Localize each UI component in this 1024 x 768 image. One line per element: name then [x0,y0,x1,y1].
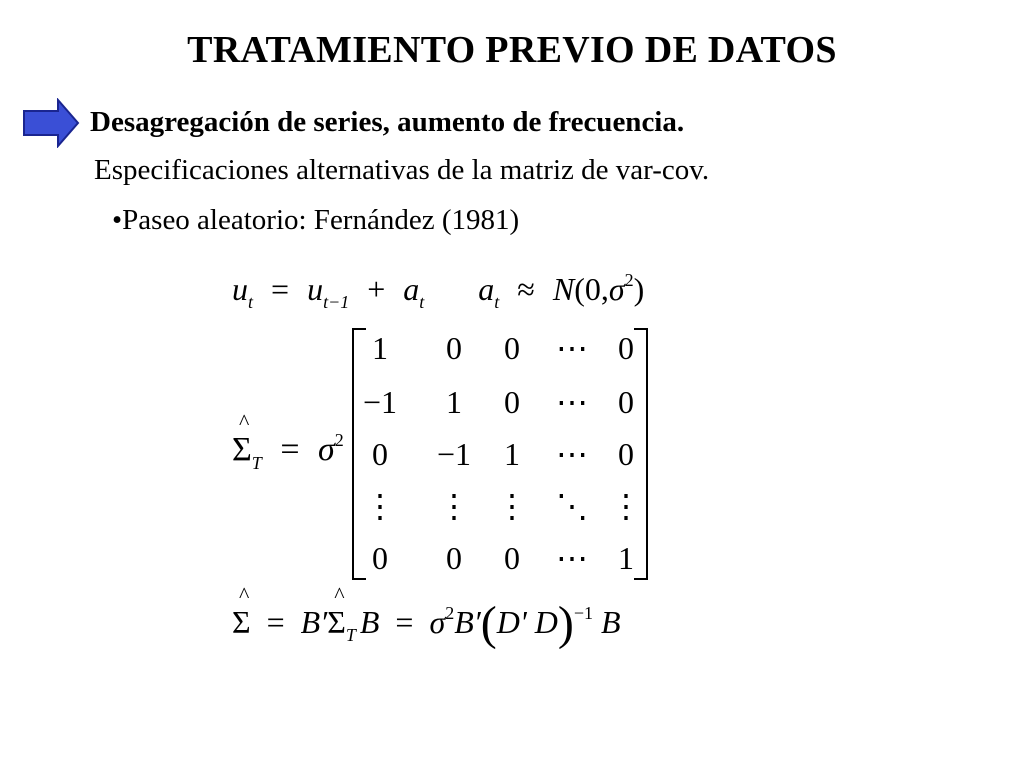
matrix-cell: 0 [504,384,520,420]
matrix-cell: ⋯ [556,436,588,472]
subscript-T: T [345,625,356,645]
matrix-cell: 1 [446,384,462,420]
matrix-cell: ⋮ [438,488,470,524]
matrix-cell: 1 [372,330,388,366]
open-paren: ( [480,597,497,650]
symbol-a: a [403,271,420,307]
random-walk-equation: $u_t = u_{t-1} + a_t$ $a_t \approx N(0,\sigma^2)$ [232,270,645,312]
matrix-cell: 0 [618,436,634,472]
subscript-t: t [494,292,500,312]
symbol-b-prime: B′ [454,604,481,640]
exponent-2: 2 [334,430,344,450]
matrix-cell: 0 [372,540,388,576]
subscript-t: t [248,292,254,312]
approx-symbol: ≈ [517,271,535,307]
symbol-sigma: σ [608,271,625,307]
sigma-hat-symbol: ^ Σ [327,604,346,641]
subscript-T: T [251,453,262,473]
symbol-d-prime: D' [496,604,527,640]
matrix-cell: 1 [618,540,634,576]
symbol-b-prime: B′ [300,604,328,640]
exponent-2: 2 [624,270,634,290]
bullet-line-random-walk: •Paseo aleatorio: Fernández (1981) [112,204,520,236]
subscript-t-minus-1: t−1 [323,292,350,312]
matrix-cell: −1 [362,384,398,420]
equals-sign: = [395,604,414,640]
symbol-u: u [232,271,248,307]
matrix-cell: 1 [504,436,520,472]
matrix-cell: ⋮ [364,488,396,524]
matrix-cell: ⋮ [496,488,528,524]
equals-sign: = [280,431,300,468]
symbol-b: B [600,604,621,640]
sigma-hat-symbol: ^ Σ [232,604,251,641]
matrix-cell: ⋯ [556,330,588,366]
matrix-cell: 0 [446,540,462,576]
symbol-u: u [307,271,324,307]
exponent-inverse: −1 [573,603,593,623]
right-arrow-icon [22,98,80,148]
matrix-cell: ⋮ [610,488,642,524]
sigma-hat-symbol: ^ Σ [232,431,252,469]
close-paren: ) [557,597,574,650]
matrix-cell: −1 [436,436,472,472]
bullet-line-specifications: Especificaciones alternativas de la matriz de var-cov. [94,154,710,186]
matrix-cell: 0 [372,436,388,472]
matrix-cell: 0 [504,330,520,366]
matrix-cell: 0 [618,330,634,366]
symbol-N: N [552,271,575,307]
symbol-sigma: σ [318,431,335,468]
close-paren: ) [633,271,645,307]
symbol-d: D [534,604,558,640]
covariance-equation [232,596,621,651]
symbol-sigma: σ [429,604,446,640]
matrix-cell: 0 [446,330,462,366]
exponent-2: 2 [445,603,455,623]
matrix-cell: 0 [618,384,634,420]
normal-args: (0, [574,271,609,307]
sigma-t-hat-lhs [232,430,344,474]
symbol-b: B [359,604,380,640]
slide-subtitle: Desagregación de series, aumento de frecuencia. [90,106,685,138]
subscript-t: t [419,292,425,312]
matrix-cell: 0 [504,540,520,576]
matrix-cell: ⋯ [556,540,588,576]
matrix-cell: ⋱ [556,488,588,524]
slide-title: TRATAMIENTO PREVIO DE DATOS [187,29,837,71]
matrix-cell: ⋯ [556,384,588,420]
symbol-a: a [478,271,495,307]
equals-sign: = [266,604,285,640]
